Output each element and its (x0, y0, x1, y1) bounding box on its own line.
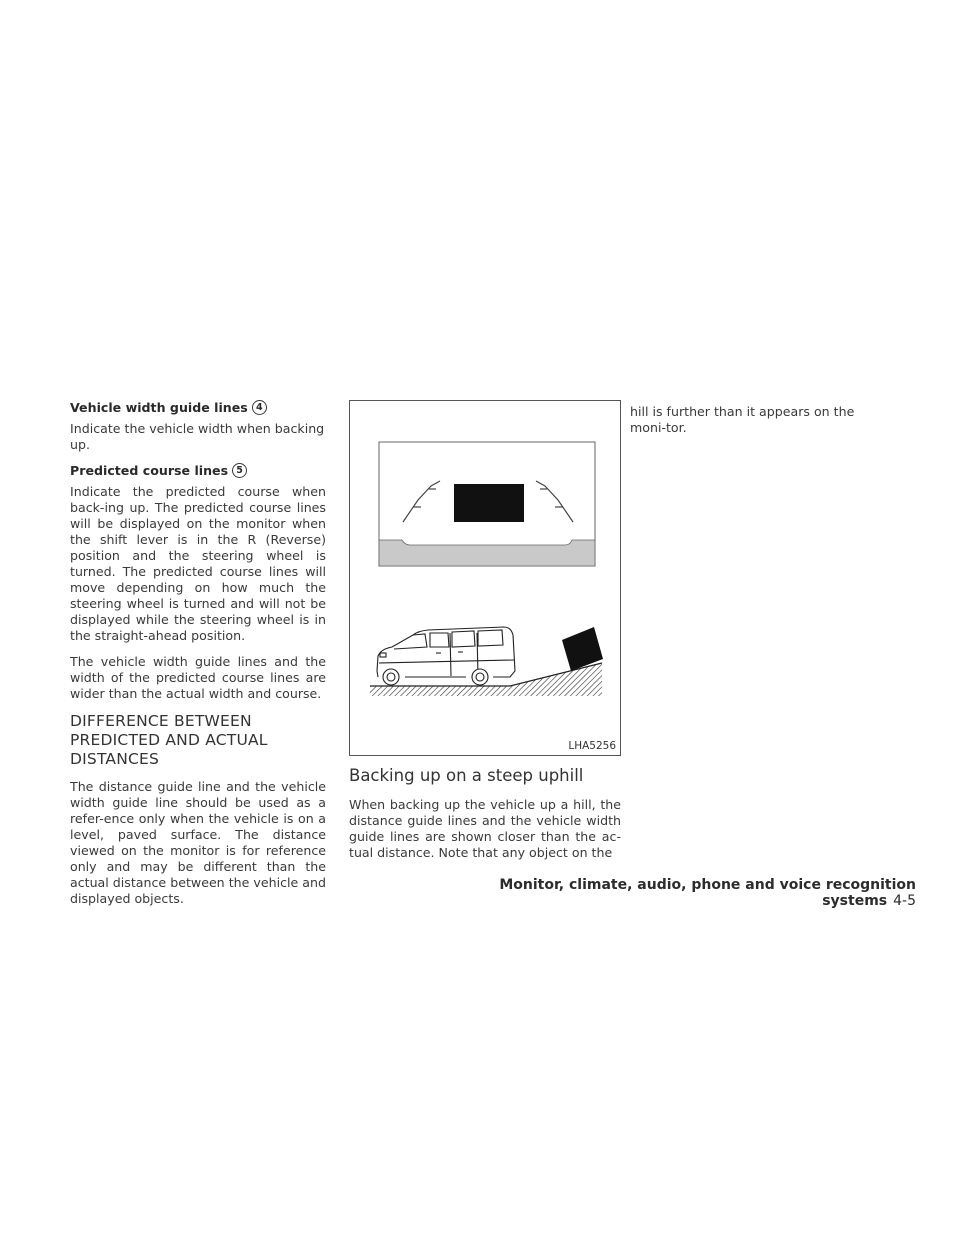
course-lines-heading-text: Predicted course lines (70, 463, 229, 478)
van-icon (377, 627, 515, 685)
course-lines-text: Indicate the predicted course when back-ing up. The predicted course lines will be displayed on the monitor when the shift lever is in the R (Reverse) position and the steering wheel is turned. The predicted course lines will move depending on how much the steering wheel is turned and will not be displayed while the steering wheel is in the straight-ahead position. (70, 484, 326, 643)
course-lines-heading (70, 463, 326, 478)
page-number: 4-5 (893, 893, 916, 909)
uphill-text-continued: hill is further than it appears on the moni-tor. (630, 404, 855, 435)
uphill-subheading: Backing up on a steep uphill (349, 766, 584, 785)
left-column (70, 400, 326, 917)
width-guide-text: Indicate the vehicle width when backing up. (70, 421, 325, 452)
uphill-text: When backing up the vehicle up a hill, the distance guide lines and the vehicle width guide lines are shown closer than the ac-tual distance. Note that any object on the (349, 797, 621, 860)
figure-id: LHA5256 (568, 740, 616, 752)
section-text: The distance guide line and the vehicle width guide line should be used as a refer-ence only when the vehicle is on a level, paved surface. The distance viewed on the monitor is for reference only and may be different than the actual distance between the vehicle and displayed objects. (70, 779, 326, 906)
width-guide-heading-text: Vehicle width guide lines (70, 400, 248, 415)
width-guide-heading (70, 400, 326, 415)
right-column (630, 404, 892, 446)
footer-title: Monitor, climate, audio, phone and voice recognition systems (499, 877, 916, 909)
page-footer (420, 877, 916, 909)
uphill-diagram (350, 401, 622, 757)
section-heading: DIFFERENCE BETWEEN PREDICTED AND ACTUAL DISTANCES (70, 712, 268, 768)
callout-4-icon: 4 (252, 400, 267, 415)
monitor-screen-icon (379, 442, 595, 566)
middle-column (349, 400, 621, 871)
callout-5-icon: 5 (232, 463, 247, 478)
wider-lines-text: The vehicle width guide lines and the width of the predicted course lines are wider than the actual width and course. (70, 654, 326, 701)
uphill-illustration (349, 400, 621, 756)
